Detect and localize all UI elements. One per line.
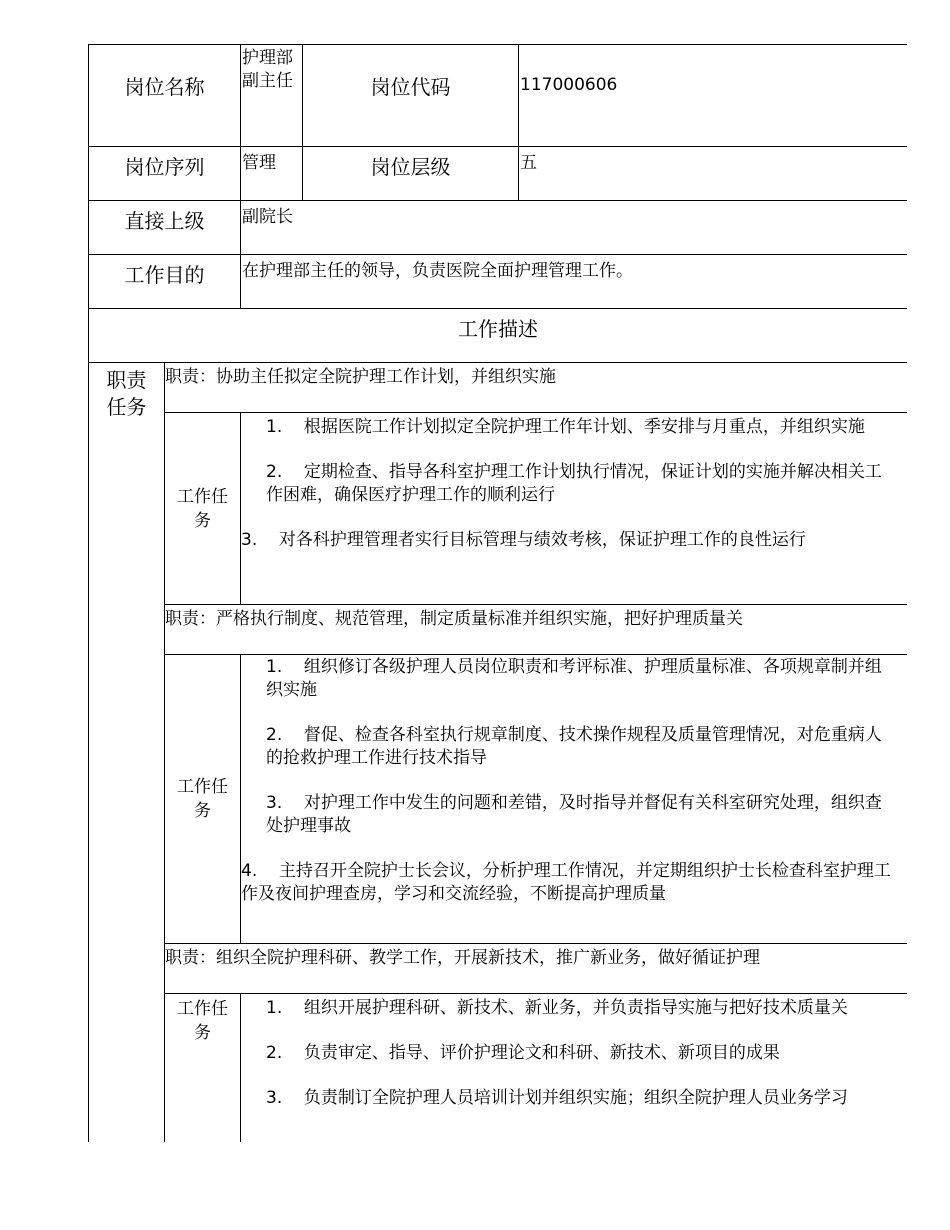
- row-description-title: [89, 309, 908, 363]
- task-3-2: 2. 负责审定、指导、评价护理论文和科研、新技术、新项目的成果: [266, 1043, 780, 1063]
- task-row-2: [89, 655, 908, 944]
- row-sequence: [89, 147, 908, 201]
- position-name-value: 护理部副主任: [241, 45, 303, 147]
- duty-row-3: [89, 944, 908, 994]
- row-purpose: [89, 255, 908, 309]
- task-label-1: 工作任务: [165, 413, 241, 605]
- task-2-3: 3. 对护理工作中发生的问题和差错，及时指导并督促有关科室研究处理，组织查处护理事故: [266, 793, 882, 836]
- task-label-3: 工作任务: [165, 994, 241, 1143]
- level-label: 岗位层级: [303, 147, 519, 201]
- task-2-4: 4. 主持召开全院护士长会议，分析护理工作情况，并定期组织护士长检查科室护理工作及夜间护理查房，学习和交流经验，不断提高护理质量: [241, 861, 891, 904]
- description-title: 工作描述: [89, 309, 908, 363]
- task-1-1: 1. 根据医院工作计划拟定全院护理工作年计划、季安排与月重点，并组织实施: [266, 417, 865, 437]
- position-code-value: 117000606: [519, 45, 908, 147]
- row-position: [89, 45, 908, 147]
- task-2-2: 2. 督促、检查各科室执行规章制度、技术操作规程及质量管理情况，对危重病人的抢救护理工作进行技术指导: [266, 725, 882, 768]
- duty-2: 职责：严格执行制度、规范管理，制定质量标准并组织实施，把好护理质量关: [165, 605, 908, 655]
- task-1-2: 2. 定期检查、指导各科室护理工作计划执行情况，保证计划的实施并解决相关工作困难，确保医疗护理工作的顺利运行: [266, 462, 882, 505]
- purpose-value: 在护理部主任的领导，负责医院全面护理管理工作。: [241, 255, 908, 309]
- job-description-table: [88, 44, 907, 1142]
- task-1-3: 3. 对各科护理管理者实行目标管理与绩效考核，保证护理工作的良性运行: [241, 530, 806, 550]
- task-label-2: 工作任务: [165, 655, 241, 944]
- task-list-1: [241, 413, 908, 605]
- task-row-3: [89, 994, 908, 1143]
- job-description-page: [88, 44, 907, 1142]
- task-2-1: 1. 组织修订各级护理人员岗位职责和考评标准、护理质量标准、各项规章制并组织实施: [266, 657, 882, 700]
- task-list-2: [241, 655, 908, 944]
- duty-row-1: [89, 363, 908, 413]
- task-3-3: 3. 负责制订全院护理人员培训计划并组织实施；组织全院护理人员业务学习: [266, 1088, 848, 1108]
- task-list-3: [241, 994, 908, 1143]
- duty-row-2: [89, 605, 908, 655]
- duty-3: 职责：组织全院护理科研、教学工作，开展新技术，推广新业务，做好循证护理: [165, 944, 908, 994]
- supervisor-label: 直接上级: [89, 201, 241, 255]
- supervisor-value: 副院长: [241, 201, 908, 255]
- task-row-1: [89, 413, 908, 605]
- purpose-label: 工作目的: [89, 255, 241, 309]
- duty-1: 职责：协助主任拟定全院护理工作计划，并组织实施: [165, 363, 908, 413]
- duties-label: 职责任务: [89, 363, 165, 1143]
- sequence-value: 管理: [241, 147, 303, 201]
- position-code-label: 岗位代码: [303, 45, 519, 147]
- level-value: 五: [519, 147, 908, 201]
- sequence-label: 岗位序列: [89, 147, 241, 201]
- position-name-label: 岗位名称: [89, 45, 241, 147]
- task-3-1: 1. 组织开展护理科研、新技术、新业务，并负责指导实施与把好技术质量关: [266, 998, 848, 1018]
- row-supervisor: [89, 201, 908, 255]
